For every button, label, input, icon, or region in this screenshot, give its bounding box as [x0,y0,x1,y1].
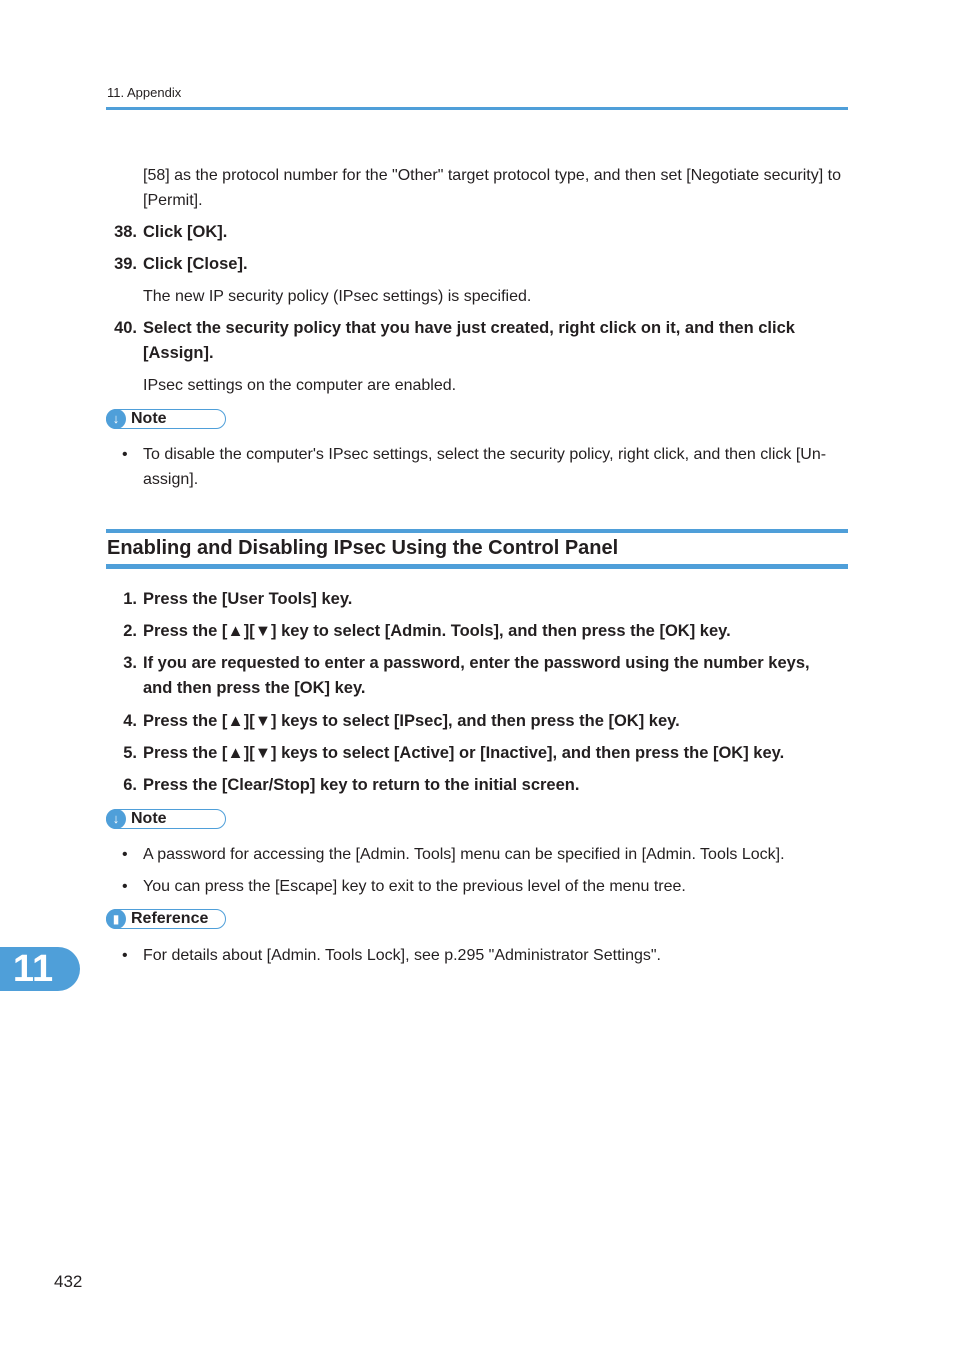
step-number: 2. [123,622,137,640]
note-badge [106,809,226,829]
step-text: If you are requested to enter a password, enter the password using the number keys, and then press the [OK] key. [143,654,810,697]
step-number: 6. [123,776,137,794]
step-40-result: IPsec settings on the computer are enabled. [143,377,457,394]
note-text: You can press the [Escape] key to exit to the previous level of the menu tree. [143,878,686,895]
bullet-dot-icon: • [122,846,128,863]
reference-text: For details about [Admin. Tools Lock], see p.295 "Administrator Settings". [143,947,661,964]
book-circle-icon: ▮ [106,909,126,929]
step-text: Press the [▲][▼] key to select [Admin. Tools], and then press the [OK] key. [143,622,731,640]
note-label: Note [131,410,167,427]
bullet-dot-icon: • [122,878,128,895]
intro-continuation: [58] as the protocol number for the "Other" target protocol type, and then set [Negotiate security] to [Permit]. [143,167,841,209]
step-text: Select the security policy that you have just created, right click on it, and then click [Assign]. [143,319,795,362]
note-text: To disable the computer's IPsec settings, select the security policy, right click, and then click [Un-assign]. [143,446,827,488]
down-arrow-circle-icon: ↓ [106,809,126,829]
step-number: 5. [123,744,137,762]
step-text: Press the [Clear/Stop] key to return to the initial screen. [143,776,580,794]
section-bottom-rule [106,564,848,569]
bullet-dot-icon: • [122,446,128,463]
note-badge [106,409,226,429]
step-39-result: The new IP security policy (IPsec settings) is specified. [143,288,532,305]
step-number: 38. [114,223,137,241]
note-label: Note [131,810,167,827]
reference-badge [106,909,226,929]
step-number: 39. [114,255,137,273]
step-text: Press the [▲][▼] keys to select [Active] or [Inactive], and then press the [OK] key. [143,744,785,762]
step-text: Click [OK]. [143,223,228,241]
step-number: 4. [123,712,137,730]
bullet-dot-icon: • [122,947,128,964]
down-arrow-circle-icon: ↓ [106,409,126,429]
reference-label: Reference [131,910,209,927]
header-rule [106,107,848,110]
chapter-tab: 11 [0,947,80,991]
step-number: 40. [114,319,137,337]
running-head: 11. Appendix [107,85,182,100]
step-text: Press the [▲][▼] keys to select [IPsec], and then press the [OK] key. [143,712,680,730]
step-number: 3. [123,654,137,672]
step-number: 1. [123,590,137,608]
note-text: A password for accessing the [Admin. Tools] menu can be specified in [Admin. Tools Lock]. [143,846,785,863]
step-text: Press the [User Tools] key. [143,590,353,608]
step-text: Click [Close]. [143,255,248,273]
section-top-rule [106,529,848,533]
page-number: 432 [54,1272,83,1291]
section-title: Enabling and Disabling IPsec Using the Control Panel [107,537,619,559]
